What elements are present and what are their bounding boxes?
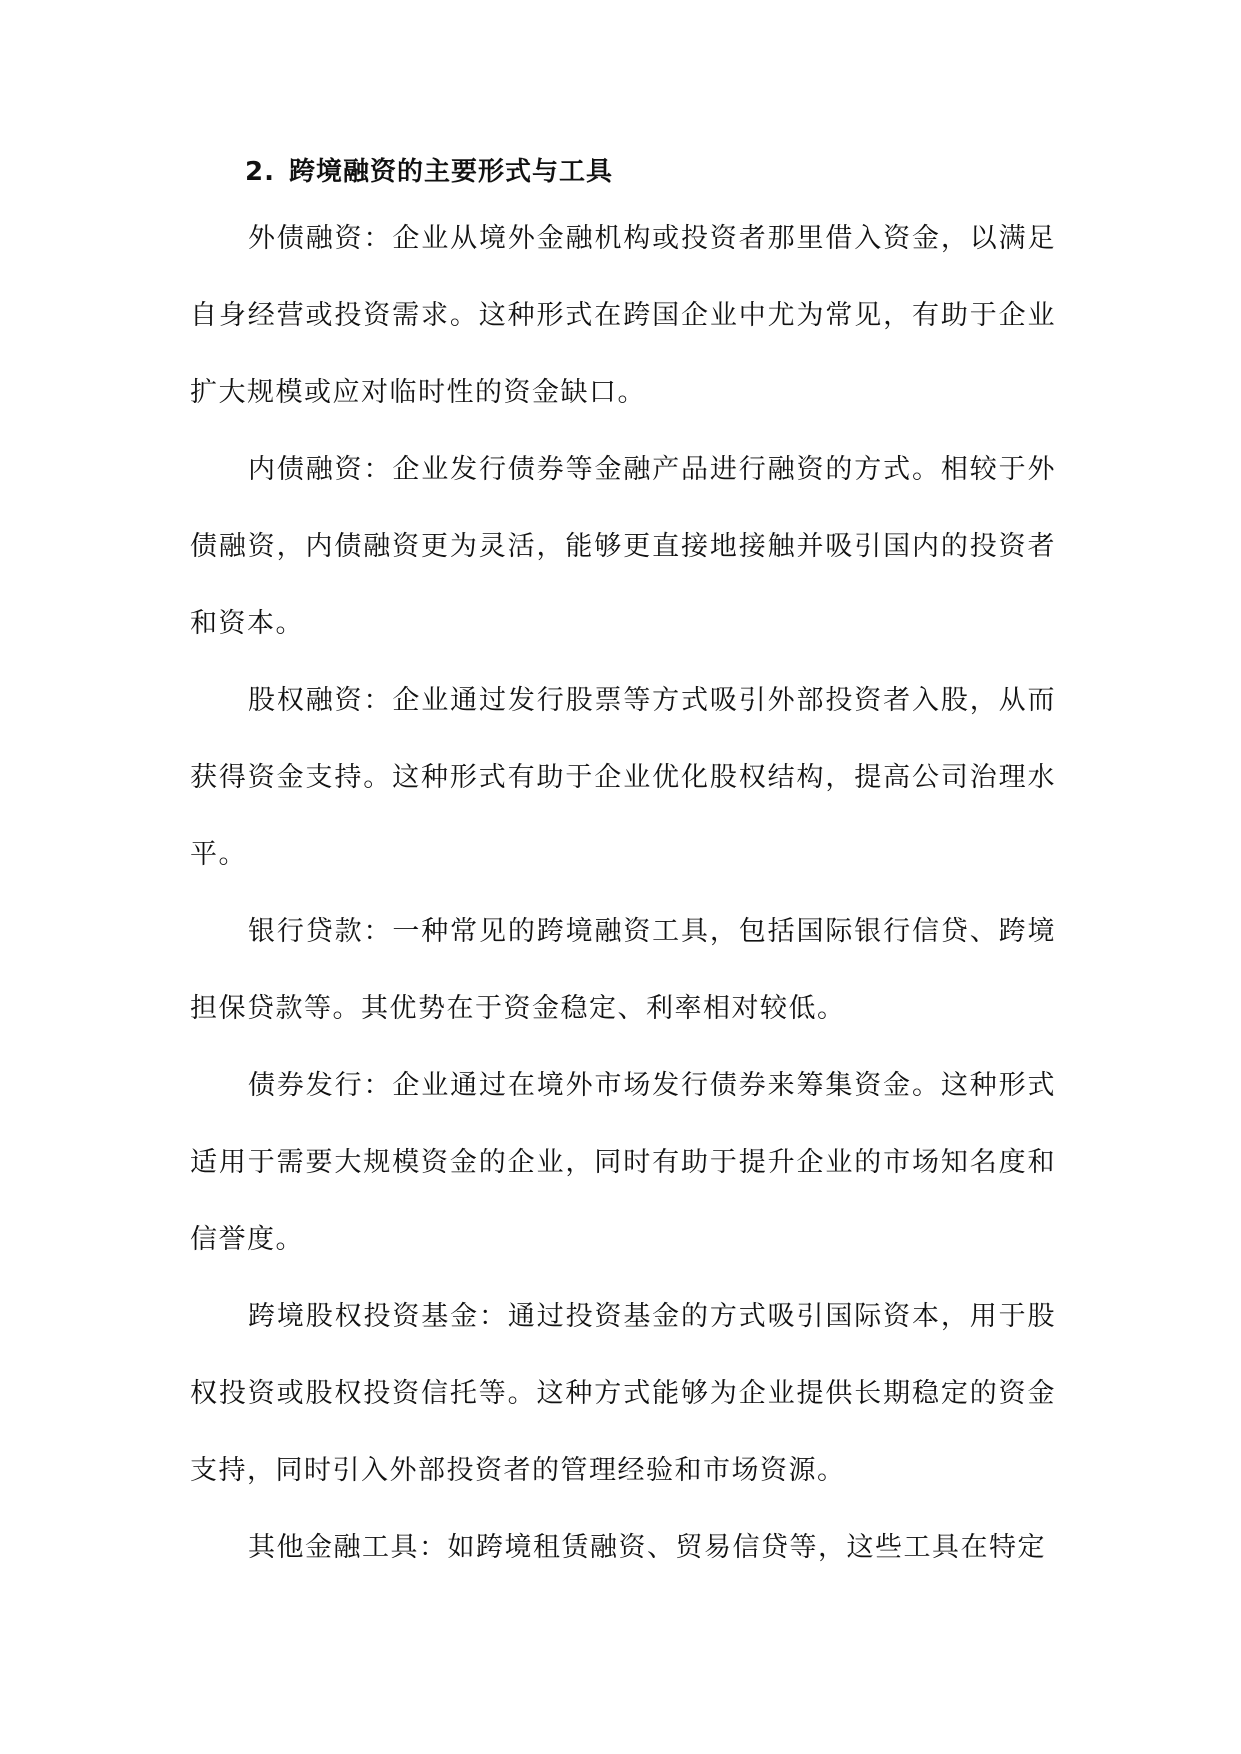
paragraph-bond-issuance: 债券发行：企业通过在境外市场发行债券来筹集资金。这种形式适用于需要大规模资金的企业，同时有助于提升企业的市场知名度和信誉度。 [190, 1070, 1056, 1255]
paragraph-other-tools: 其他金融工具：如跨境租赁融资、贸易信贷等，这些工具在特定 [248, 1532, 1046, 1563]
section-title: 跨境融资的主要形式与工具 [288, 157, 613, 187]
section-heading [190, 144, 1056, 200]
paragraph-domestic-debt: 内债融资：企业发行债券等金融产品进行融资的方式。相较于外债融资，内债融资更为灵活，能够更直接地接触并吸引国内的投资者和资本。 [190, 454, 1056, 639]
paragraph-bank-loans: 银行贷款：一种常见的跨境融资工具，包括国际银行信贷、跨境担保贷款等。其优势在于资金稳定、利率相对较低。 [190, 916, 1056, 1024]
paragraph-equity-financing: 股权融资：企业通过发行股票等方式吸引外部投资者入股，从而获得资金支持。这种形式有助于企业优化股权结构，提高公司治理水平。 [190, 685, 1056, 870]
paragraph-foreign-debt: 外债融资：企业从境外金融机构或投资者那里借入资金，以满足自身经营或投资需求。这种形式在跨国企业中尤为常见，有助于企业扩大规模或应对临时性的资金缺口。 [190, 223, 1056, 408]
document-body [190, 144, 1056, 1586]
section-number: 2. [245, 157, 275, 187]
paragraph-equity-fund: 跨境股权投资基金：通过投资基金的方式吸引国际资本，用于股权投资或股权投资信托等。这种方式能够为企业提供长期稳定的资金支持，同时引入外部投资者的管理经验和市场资源。 [190, 1301, 1056, 1486]
